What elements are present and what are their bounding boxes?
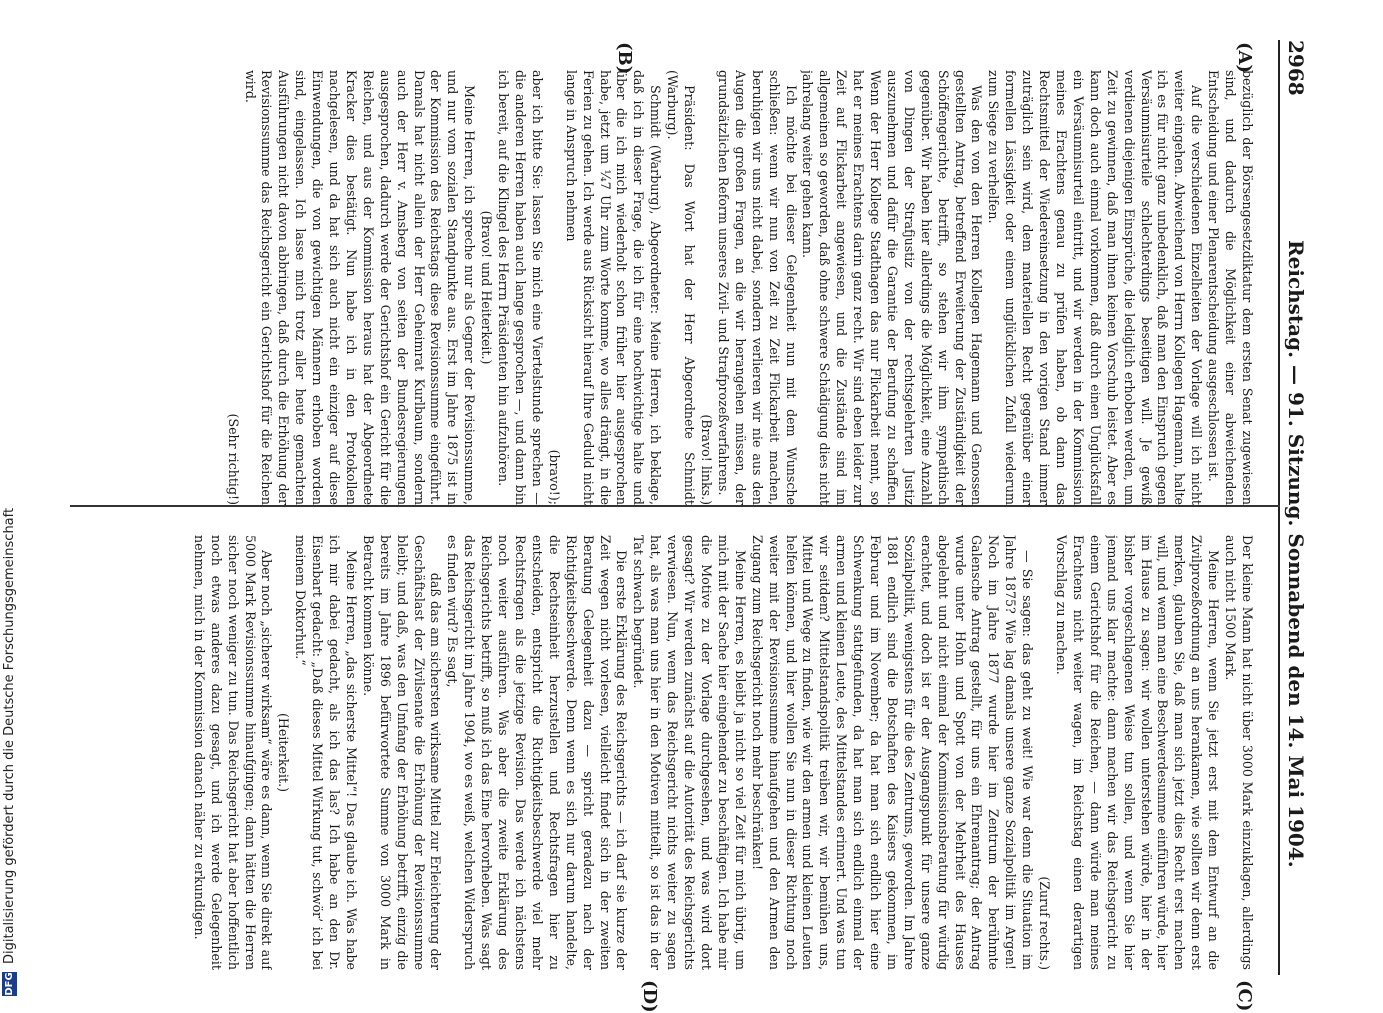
paragraph: Auf die verschiedenen Einzelheiten der Vorlage will ich nicht weiter eingehen. Abweichend von Herrn Kollegen Hagemann, halte ich es für nicht ganz unbedenklich, daß man den Einspruch gegen Versäumnisurteile schlechterdings beseitigen will. Je gewiß verdienen diejenigen Einsprüche, die lediglich erhoben werden, um Zeit zu gewinnen, daß man ihnen keinen Vorschub leistet. Aber es kann doch auch einmal vorkommen, daß durch einen Unglücksfall ein Versäumnisurteil eintritt, und wir werden in der Kommission meines Erachtens genau zu prüfen haben, ob dann das Rechtsmittel der Wiedereinsetzung in den vorigen Stand immer zuträglich sein wird, dem materiellen Recht gegenüber einer formellen Lässigkeit oder einem unglücklichen Zufall wiederum zum Siege zu verhelfen.: [986, 70, 1205, 505]
paragraph: aber ich bitte Sie: lassen Sie mich eine Viertelstunde sprechen — die anderen Herren haben auch lange gesprochen —, und dann bin ich bereit, auf die Klingel des Herrn Präsidenten hin aufzuhören.: [496, 70, 545, 505]
paragraph: Präsident: Das Wort hat der Herr Abgeordnete Schmidt (Warburg).: [665, 70, 698, 505]
running-title: Reichstag. — 91. Sitzung. Sonnabend den 14. Mai 1904.: [1284, 240, 1308, 868]
paragraph: Aber noch „sicherer wirksam“ wäre es dann, wenn Sie direkt auf 5000 Mark Revisionssumme hinaufgingen; dann hätten die Herren sicher noch weniger zu tun. Das Reichsgericht hat aber hoffentlich noch etwas anderes dazu gesagt, und ich werde Gelegenheit nehmen, mich in der Kommission danach näher zu erkundigen.: [191, 535, 275, 970]
paragraph: Schmidt (Warburg), Abgeordneter: Meine Herren, ich beklage, daß ich in dieser Frage, die ich für eine hochwichtige halte und über die ich mich wiederholt schon früher hier ausgesprochen habe, jetzt um ¼7 Uhr zum Worte komme, wo alles drängt, in die Ferien zu gehen. Ich werde aus Rücksicht hierauf Ihre Geduld nicht lange in Anspruch nehmen: [563, 70, 664, 505]
paragraph: (Zuruf rechts.): [1037, 876, 1053, 970]
paragraph: Meine Herren, wenn Sie jetzt erst mit dem Entwurf an die Zivilprozeßordnung an uns herankamen, wie sollten wir denn erst merken, glauben Sie, daß man sich jetzt dies Recht erst machen will, und wenn man eine Beschwerdesumme einführen würde, hier im Hause zu sagen: wir wollen unterstehen würde, hier in der bisher vorgeschlagenen Weise tun sollen, und wenn Sie hier jemand uns klar machte: dann machen wir das Reichsgericht zu einem Gerichtshof für die Reichen, — dann würde man meines Erachtens nicht weiter wagen, im Reichstag einen derartigen Vorschlag zu machen.: [1054, 535, 1222, 970]
paragraph: (Sehr richtig!): [225, 413, 241, 505]
paragraph: Was den von den Herren Kollegen Hagemann und Genossen gestellten Antrag, betreffend Erweiterung der Zuständigkeit der Schöffengerichte, betrifft, so stehen wir ihm sympathisch gegenüber. Wir haben hier allerdings die Möglichkeit, eine Anzahl von Dingen der Strafjustiz von der rechtsgelehrten Justiz auszunehmen und dafür die Garantie der Berufung zu schaffen. Wenn der Herr Kollege Stadthagen das nur Flickarbeit nennt, so hat er meines Erachtens darin ganz recht. Wir sind eben leider zur Zeit auf Flickarbeit angewiesen, und die Zustände sind im allgemeinen so geworden, daß ohne schwere Schädigung dies nicht jahrelang weiter gehen kann.: [800, 70, 985, 505]
paragraph: (Heiterkeit.): [276, 713, 292, 792]
paragraph: bezüglich der Börsengesetzdiktatur dem ersten Senat zugewiesen sind, und dadurch die Möglichkeit einer abweichenden Entscheidung und einer Plenarentscheidung ausgeschlossen ist.: [1206, 70, 1255, 505]
page-header: [1278, 40, 1310, 975]
paragraph: Meine Herren, es bleibt ja nicht so viel Zeit für mich übrig, um mich mit der Sache hier eingehender zu beschäftigen. Ich habe mir die Motive zu der Vorlage durchgesehen, und was wird dort gesagt? Wir werden zunächst auf die Autorität des Reichsgerichts verwiesen. Nun, wenn das Reichsgericht nichts weiter zu sagen hat, als was man uns hier in den Motiven mitteilt, so ist das in der Tat schwach begründet.: [631, 535, 748, 970]
paragraph: Die erste Erklärung des Reichsgerichts — ich darf sie kurze der Zeit wegen nicht vorlesen, vielleicht findet sich in der zweiten Beratung Gelegenheit dazu — spricht geradezu nach der Richtigkeitsbeschwerde. Denn wenn es sich nur darum handelte, die Rechtseinheit herzustellen und Rechtsfragen hier zu entscheiden, entspricht die Richtigkeitsbeschwerde viel mehr Rechtsfragen als die jetzige Revision. Das werde ich nächstens noch weiter ausführen. Was aber die zweite Erklärung des Reichsgerichts betrifft, so muß ich das Eine hervorheben. Was sagt das Reichsgericht im Jahre 1904, wo es weiß, welchen Widerspruch es finden wird? Es sagt,: [445, 535, 630, 970]
paragraph: (Bravo! links.): [699, 414, 714, 505]
paragraph: Meine Herren, ich spreche nur als Gegner der Revisionssumme, und nur vom sozialen Standpunkte aus. Erst im Jahre 1875 ist in der Kommission des Reichstags diese Revisionssumme eingeführt. Damals hat nicht allein der Herr Geheimrat Kurlbaum, sondern auch der Herr v. Amsberg von seiten der Bundesregierungen ausgesprochen, dadurch werde der Gerichtshof ein Gericht für die Reichen, und aus der Kommission heraus hat der Abgeordnete Kracker dies bestätigt. Nun habe ich in den Protokollen nachgelesen, und da hat sich auch nicht ein einziger auf diese Einwendungen, die von gewichtigen Männern erhoben worden sind, eingelassen. Ich lasse mich trotz aller heute gemachten Ausführungen nicht davon abbringen, daß durch die Erhöhung der Revisionssumme das Reichsgericht ein Gerichtshof für die Reichen wird.: [242, 70, 478, 505]
paragraph: (bravo!);: [546, 449, 562, 505]
margin-marker-b: (B): [614, 42, 635, 75]
paragraph: (Bravo! und Heiterkeit.): [479, 210, 495, 365]
margin-marker-d: (D): [639, 980, 660, 1013]
paragraph: daß das am sichersten wirksame Mittel zur Erleichterung der Geschäftslast der Zivilsenate die Erhöhung der Revisionssumme bleibt; und daß, was den Umfang der Erhöhung betrifft, einzig die bereits im Jahre 1896 befürwortete Summe von 3000 Mark in Betracht kommen könne.: [360, 535, 444, 970]
funding-note: [0, 0, 20, 1000]
page-number: 2968: [1284, 40, 1308, 96]
column-divider: [70, 505, 1280, 507]
dfg-logo: DFG: [4, 972, 15, 996]
margin-marker-a: (A): [1234, 42, 1255, 73]
document-page: [70, 40, 1310, 1013]
paragraph: Ich möchte bei dieser Gelegenheit nun mit dem Wunsche schließen: wenn wir nun von Zeit zu Zeit Flickarbeit machen, beruhigen wir uns nicht dabei, sondern verlieren wir nie aus den Augen die großen Fragen, an die wir herangehen müssen, der grundsätzlichen Reform unseres Zivil- und Strafprozeßverfahrens.: [715, 70, 799, 505]
left-text-column: [80, 70, 1255, 505]
paragraph: — Sie sagen: das geht zu weit! Wie war denn die Situation im Jahre 1875? Wie lag damals unsere ganze Sozialpolitik im Argen! Noch im Jahre 1877 wurde hier im Zentrum der berühmte Galensche Antrag gestellt, für uns ein Ehrenantrag; der Antrag wurde unter Hohn und Spott von der Mehrheit des Hauses abgelehnt und nicht einmal der Kommissionsberatung für würdig erachtet, und doch ist er der Ausgangspunkt für unsere ganze Sozialpolitik, wenigstens für die des Zentrums, geworden. Im Jahre 1881 endlich sind die Botschaften des Kaisers gekommen, im Februar und im November; da hat man sich endlich hier eine Schwenkung stattgefunden, da hat man sich endlich einmal der armen und kleinen Leute, des Mittelstandes erinnert. Und was tun wir seitdem? Mittelstandspolitik treiben wir, wir bemühen uns, Mittel und Wege zu finden, wie wir den armen und kleinen Leuten helfen können, und hier wollen Sie nun in dieser Richtung noch weiter mit der Revisionssumme hinaufgehen und den Armen den Zugang zum Reichsgericht noch mehr beschränken!: [749, 535, 1036, 970]
funding-note-text: Digitalisierung gefördert durch die Deutsche Forschungsgemeinschaft: [2, 507, 17, 964]
right-text-column: [80, 535, 1255, 970]
margin-marker-c: (C): [1234, 980, 1255, 1012]
paragraph: Der kleine Mann hat nicht über 3000 Mark einzuklagen, allerdings auch nicht 1500 Mark.: [1223, 535, 1255, 970]
paragraph: Meine Herren, „das sicherste Mittel“! Das glaube ich. Was habe ich mir dabei gedacht, als ich das las? Ich habe an den Dr. Eisenbart gedacht: „Daß dieses Mittel Wirkung tut, schwör’ ich bei meinem Doktorhut.“: [293, 535, 359, 970]
